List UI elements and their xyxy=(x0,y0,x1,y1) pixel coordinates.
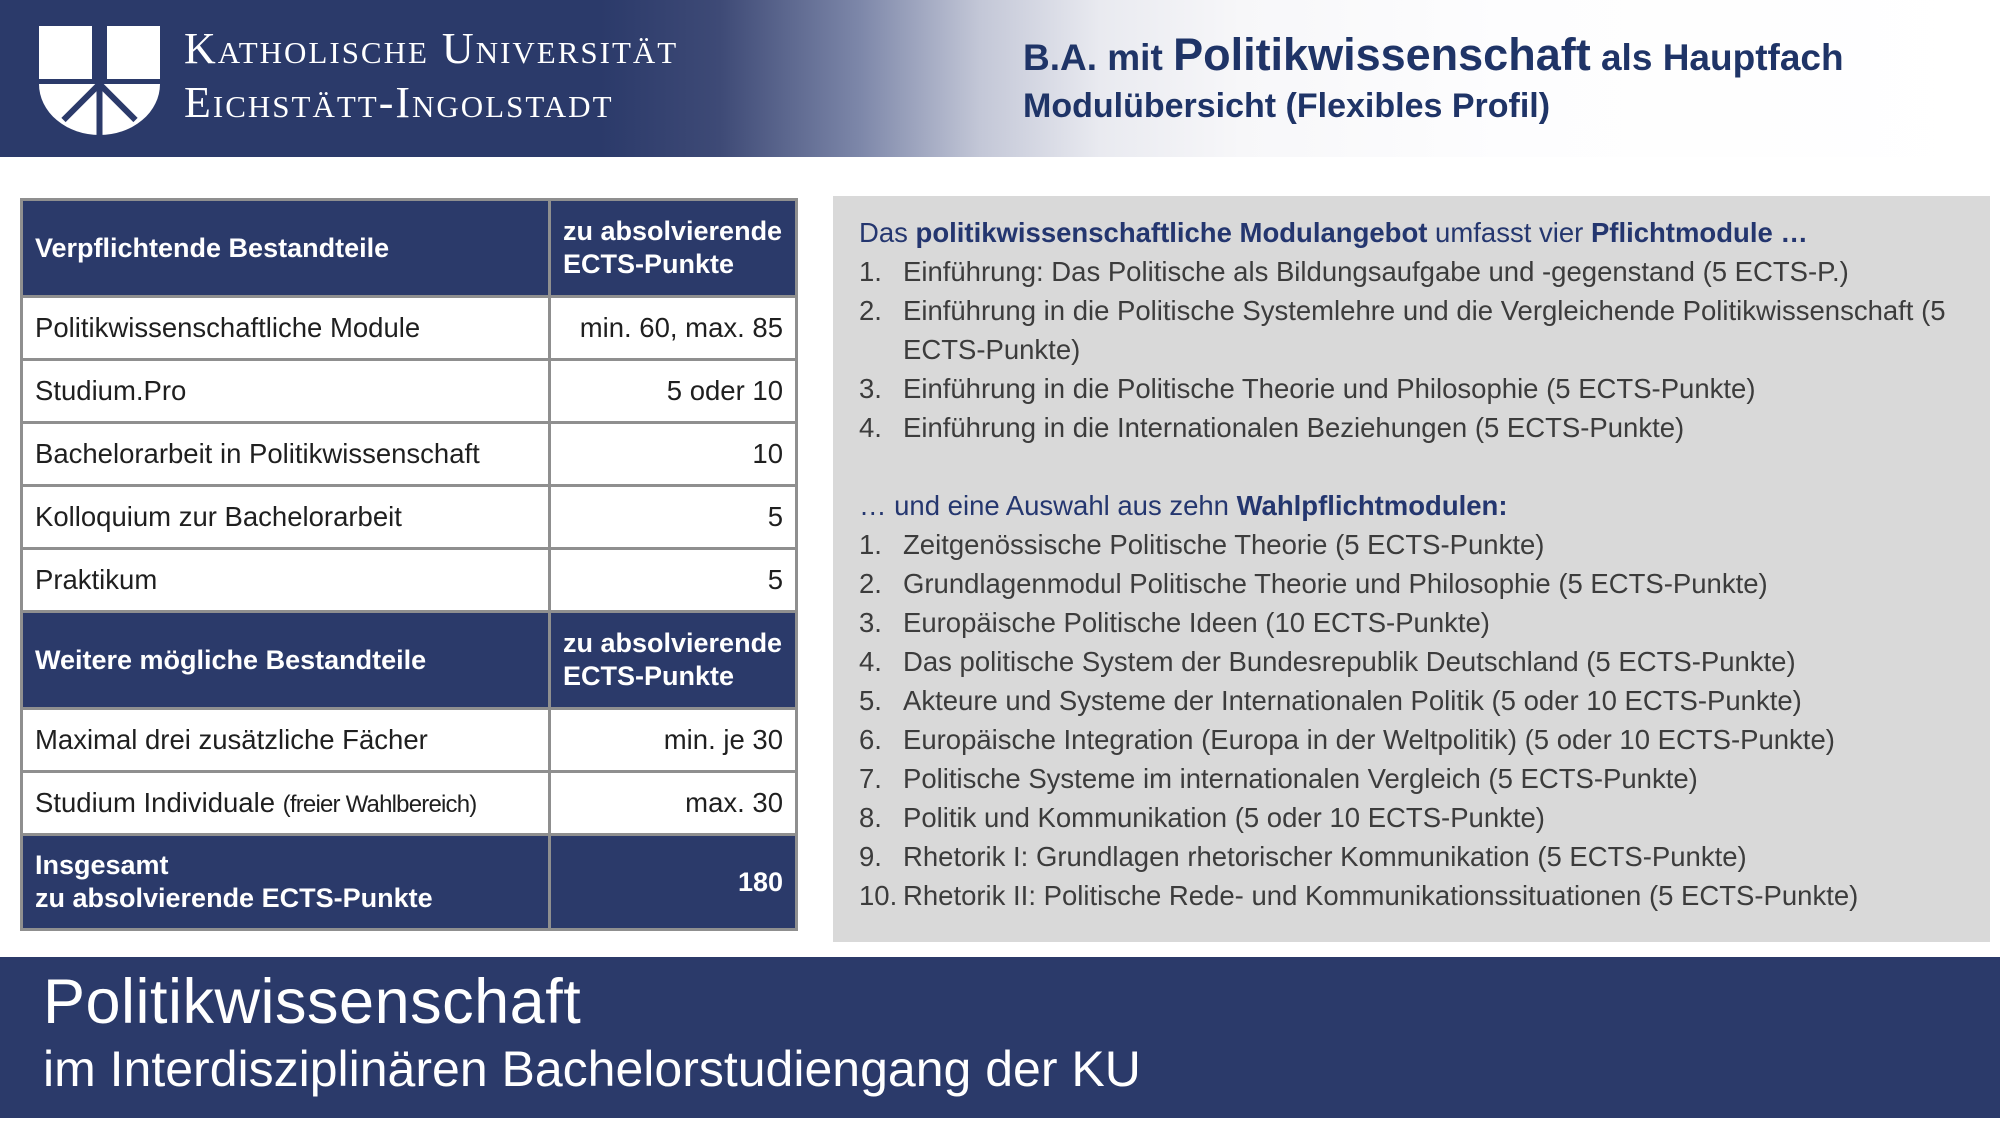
row-value: 5 oder 10 xyxy=(550,360,797,423)
total-label-line1: Insgesamt xyxy=(35,850,169,880)
item-text: Rhetorik II: Politische Rede- und Kommunikationssituationen (5 ECTS-Punkte) xyxy=(903,880,1859,911)
item-number: 4. xyxy=(859,412,882,443)
item-number: 2. xyxy=(859,295,882,326)
item-text: Zeitgenössische Politische Theorie (5 ECTS-Punkte) xyxy=(903,529,1545,560)
degree-title xyxy=(1023,30,1844,83)
pflicht-heading-bold2: Pflichtmodule … xyxy=(1590,217,1808,248)
item-number: 9. xyxy=(859,841,882,872)
row-label: Praktikum xyxy=(22,549,550,612)
footer-subtitle: im Interdisziplinären Bachelorstudiengang der KU xyxy=(43,1041,1141,1097)
item-number: 3. xyxy=(859,373,882,404)
pflicht-heading-pre: Das xyxy=(859,217,916,248)
modules-panel xyxy=(833,196,1990,942)
total-label xyxy=(22,835,550,930)
degree-title-block xyxy=(1023,30,1844,127)
row-label: Bachelorarbeit in Politikwissenschaft xyxy=(22,423,550,486)
total-value: 180 xyxy=(550,835,797,930)
list-item xyxy=(859,603,1974,642)
row-value: max. 30 xyxy=(550,772,797,835)
row-label: Kolloquium zur Bachelorarbeit xyxy=(22,486,550,549)
item-text: Rhetorik I: Grundlagen rhetorischer Kommunikation (5 ECTS-Punkte) xyxy=(903,841,1747,872)
list-item xyxy=(859,408,1974,447)
university-name-line1: Katholische Universität xyxy=(184,24,679,73)
row-label: Politikwissenschaftliche Module xyxy=(22,297,550,360)
item-text: Politik und Kommunikation (5 oder 10 ECTS-Punkte) xyxy=(903,802,1545,833)
item-number: 10. xyxy=(859,880,898,911)
item-text: Das politische System der Bundesrepublik Deutschland (5 ECTS-Punkte) xyxy=(903,646,1796,677)
list-item xyxy=(859,837,1974,876)
section2-header-value: zu absolvierende ECTS-Punkte xyxy=(550,612,797,709)
ku-shield-icon xyxy=(39,26,160,135)
wahl-heading-bold: Wahlpflichtmodulen: xyxy=(1236,490,1508,521)
pflichtmodule-list xyxy=(859,252,1974,447)
item-text: Grundlagenmodul Politische Theorie und Philosophie (5 ECTS-Punkte) xyxy=(903,568,1768,599)
table-row xyxy=(22,549,797,612)
pflicht-heading-mid: umfasst vier xyxy=(1427,217,1591,248)
total-label-line2: zu absolvierende ECTS-Punkte xyxy=(35,883,433,913)
list-item xyxy=(859,252,1974,291)
section1-header-value: zu absolvierende ECTS-Punkte xyxy=(550,200,797,297)
pflicht-heading-bold1: politikwissenschaftliche Modulangebot xyxy=(915,217,1428,248)
list-item xyxy=(859,759,1974,798)
item-number: 6. xyxy=(859,724,882,755)
footer-bar xyxy=(0,957,2000,1118)
list-item xyxy=(859,369,1974,408)
item-number: 7. xyxy=(859,763,882,794)
university-name xyxy=(184,22,678,130)
item-text: Einführung in die Politische Theorie und Philosophie (5 ECTS-Punkte) xyxy=(903,373,1756,404)
list-item xyxy=(859,876,1974,915)
list-item xyxy=(859,681,1974,720)
table-section2-header-row xyxy=(22,612,797,709)
table-total-row xyxy=(22,835,797,930)
table-row xyxy=(22,772,797,835)
degree-title-post: als Hauptfach xyxy=(1590,37,1844,78)
item-number: 3. xyxy=(859,607,882,638)
list-item xyxy=(859,525,1974,564)
header-bar xyxy=(0,0,2000,157)
list-item xyxy=(859,642,1974,681)
item-text: Einführung in die Politische Systemlehre und die Vergleichende Politikwissenschaft (5 ECTS-Punkte) xyxy=(903,295,1946,365)
item-number: 5. xyxy=(859,685,882,716)
table-row xyxy=(22,709,797,772)
row-label: Maximal drei zusätzliche Fächer xyxy=(22,709,550,772)
section2-header-label: Weitere mögliche Bestandteile xyxy=(22,612,550,709)
list-item xyxy=(859,798,1974,837)
row-value: min. 60, max. 85 xyxy=(550,297,797,360)
wahl-heading-pre: … und eine Auswahl aus zehn xyxy=(859,490,1237,521)
wahlpflicht-list xyxy=(859,525,1974,915)
item-number: 8. xyxy=(859,802,882,833)
degree-title-main: Politikwissenschaft xyxy=(1173,29,1591,80)
university-name-line2: Eichstätt-Ingolstadt xyxy=(184,78,614,127)
item-text: Akteure und Systeme der Internationalen Politik (5 oder 10 ECTS-Punkte) xyxy=(903,685,1802,716)
row-value: min. je 30 xyxy=(550,709,797,772)
row-label-note: (freier Wahlbereich) xyxy=(282,791,477,818)
row-label-main: Studium Individuale xyxy=(35,787,283,818)
item-number: 1. xyxy=(859,529,882,560)
table-section1-header-row xyxy=(22,200,797,297)
table-row xyxy=(22,486,797,549)
footer-title: Politikwissenschaft xyxy=(43,967,582,1037)
item-text: Europäische Politische Ideen (10 ECTS-Punkte) xyxy=(903,607,1490,638)
section-gap xyxy=(859,447,1974,486)
section1-header-label: Verpflichtende Bestandteile xyxy=(22,200,550,297)
table-row xyxy=(22,423,797,486)
degree-title-pre: B.A. mit xyxy=(1023,37,1174,78)
table-row xyxy=(22,360,797,423)
ects-table xyxy=(20,198,798,931)
pflichtmodule-heading xyxy=(859,213,1974,252)
list-item xyxy=(859,564,1974,603)
degree-subtitle: Modulübersicht (Flexibles Profil) xyxy=(1023,87,1551,125)
item-text: Einführung: Das Politische als Bildungsaufgabe und -gegenstand (5 ECTS-P.) xyxy=(903,256,1849,287)
row-value: 5 xyxy=(550,486,797,549)
item-number: 2. xyxy=(859,568,882,599)
row-label: Studium.Pro xyxy=(22,360,550,423)
item-text: Politische Systeme im internationalen Vergleich (5 ECTS-Punkte) xyxy=(903,763,1698,794)
item-number: 1. xyxy=(859,256,882,287)
table-row xyxy=(22,297,797,360)
wahlpflicht-heading xyxy=(859,486,1974,525)
row-value: 10 xyxy=(550,423,797,486)
item-number: 4. xyxy=(859,646,882,677)
item-text: Europäische Integration (Europa in der Weltpolitik) (5 oder 10 ECTS-Punkte) xyxy=(903,724,1835,755)
row-label xyxy=(22,772,550,835)
list-item xyxy=(859,720,1974,759)
row-value: 5 xyxy=(550,549,797,612)
list-item xyxy=(859,291,1974,369)
item-text: Einführung in die Internationalen Beziehungen (5 ECTS-Punkte) xyxy=(903,412,1685,443)
